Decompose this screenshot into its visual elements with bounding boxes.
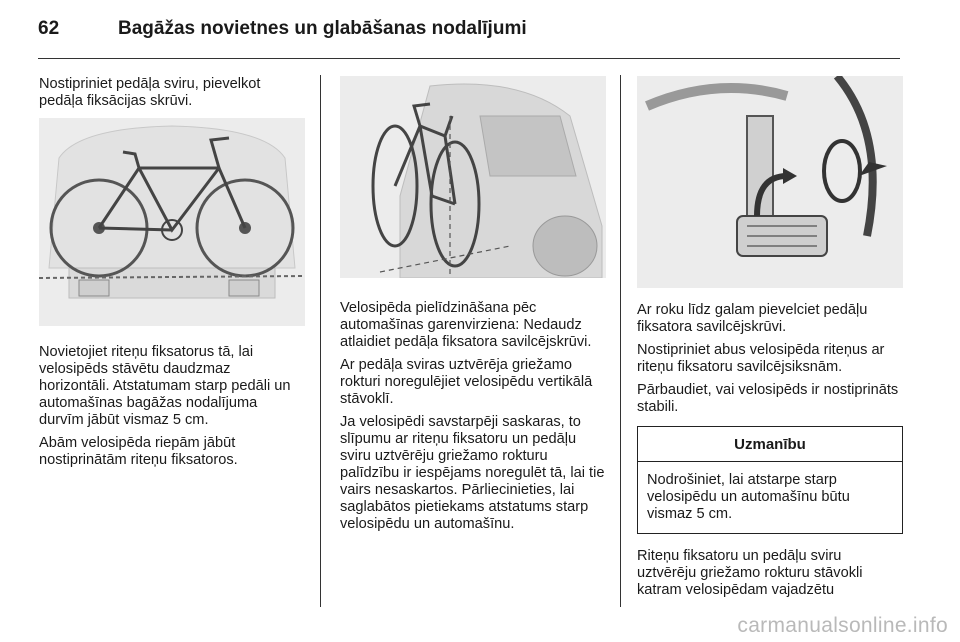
paragraph-wheel-straps: Nostipriniet abus velosipēda riteņus ar riteņu fiksatoru savilcējsiksnām.: [637, 342, 885, 375]
paragraph-pedal-lever: Nostipriniet pedāļa sviru, pievelkot pedāļa fiksācijas skrūvi.: [39, 76, 261, 109]
paragraph-rotary-knobs: Riteņu fiksatoru un pedāļu sviru uztvērēju griežamo rokturu stāvokli katram velosipēdam vajadzētu: [637, 548, 863, 598]
column-3: [637, 76, 903, 605]
warning-box: [637, 426, 903, 534]
paragraph-bicycles-touching: Ja velosipēdi savstarpēji saskaras, to slīpumu ar riteņu fiksatoru un pedāļu sviru uztvērēju griežamo rokturu palīdzību ir iespējams noregulēt tā, lai tie vairs nesaskartos. Pārliecinieties, lai saglabātos pietiekams atstatums starp velosipēdu un automašīnu.: [340, 414, 605, 532]
paragraph-check-stability: Pārbaudiet, vai velosipēds ir nostiprināts stabili.: [637, 382, 899, 415]
warning-text: Nodrošiniet, lai atstarpe starp velosipēdu un automašīnu būtu vismaz 5 cm.: [647, 472, 850, 522]
paragraph-tighten-screw: Ar roku līdz galam pievelciet pedāļu fiksatora savilcējskrūvi.: [637, 302, 868, 335]
bicycle-alignment-illustration: [340, 76, 606, 278]
header-divider: [38, 58, 900, 59]
pedal-fixation-illustration: [637, 76, 903, 288]
column-divider-1: [320, 75, 321, 607]
column-divider-2: [620, 75, 621, 607]
warning-title: Uzmanību: [638, 427, 902, 462]
paragraph-wheel-holders: Novietojiet riteņu fiksatorus tā, lai velosipēds stāvētu daudzmaz horizontāli. Atstatumam starp pedāli un automašīnas bagāžas nodalījuma durvīm jābūt vismaz 5 cm.: [39, 344, 291, 428]
paragraph-tyres-secured: Abām velosipēda riepām jābūt nostiprinātām riteņu fiksatoros.: [39, 435, 238, 468]
bicycle-carrier-illustration: [39, 118, 305, 326]
column-2: [340, 76, 606, 539]
page-header: [38, 18, 527, 48]
watermark: carmanualsonline.info: [737, 614, 948, 637]
illustration-pedal-fixation: [637, 76, 903, 288]
illustration-bicycle-alignment: [340, 76, 606, 278]
paragraph-alignment: Velosipēda pielīdzināšana pēc automašīnas garenvirziena: Nedaudz atlaidiet pedāļa fiksatora savilcējskrūvi.: [340, 300, 592, 350]
column-1: [39, 76, 305, 475]
page-number: 62: [38, 18, 60, 39]
paragraph-vertical-position: Ar pedāļa sviras uztvērēja griežamo rokturi noregulējiet velosipēdu vertikālā stāvoklī.: [340, 357, 593, 407]
page-title: Bagāžas novietnes un glabāšanas nodalījumi: [118, 18, 527, 39]
illustration-bicycle-on-carrier: [39, 118, 305, 326]
